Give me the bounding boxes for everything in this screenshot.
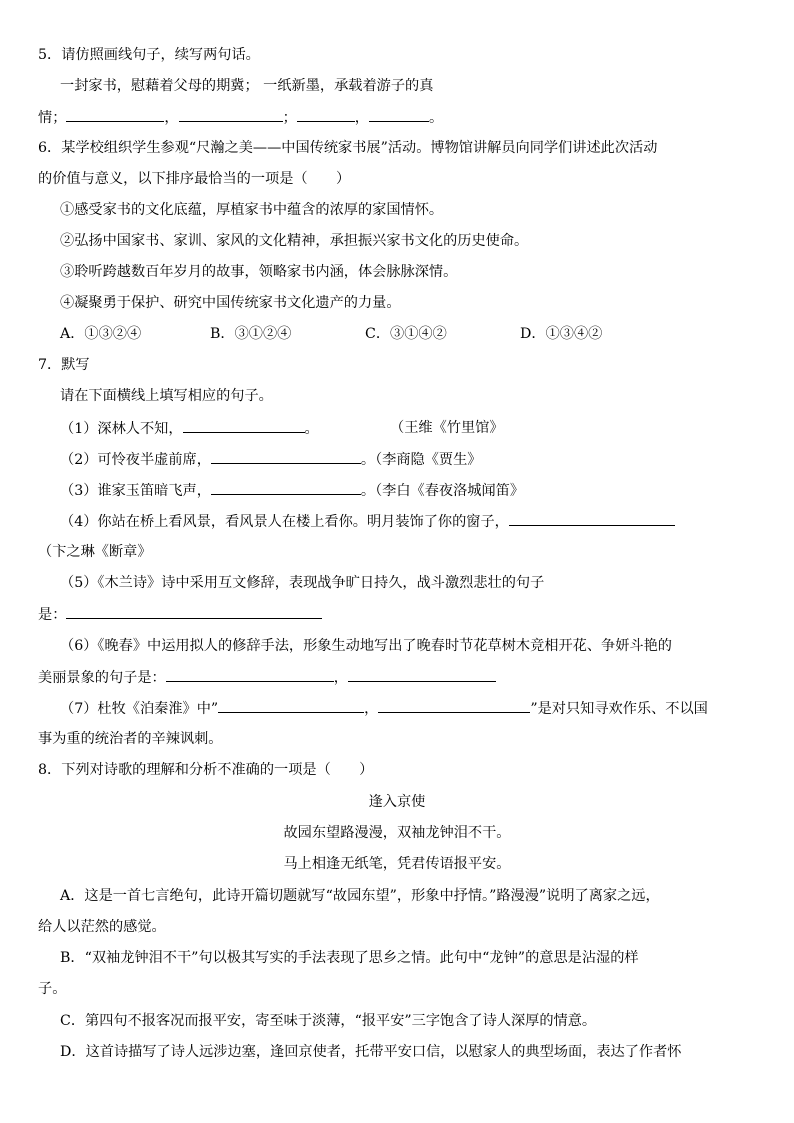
q5-blank-2[interactable] (179, 107, 283, 122)
q7-s2-suffix: 。（李商隐《贾生》 (360, 452, 482, 468)
q7-s5-blank[interactable] (66, 604, 322, 619)
q6-title-cont: 的价值与意义，以下排序最恰当的一项是（ ） (38, 171, 351, 187)
q7-sentence-6: （6）《晚春》中运用拟人的修辞手法，形象生动地写出了晚春时节花草树木竞相开花、争妍斗艳的 (60, 638, 672, 654)
q5-sep-2: ； (282, 110, 297, 126)
q7-s6-blank-2[interactable] (348, 667, 496, 682)
q7-s3-suffix: 。（李白《春夜洛城闻笛》 (360, 483, 525, 499)
q5-blank-3[interactable] (297, 107, 355, 122)
q7-s3-blank[interactable] (211, 480, 361, 495)
q8-option-a-cont: 给人以茫然的感觉。 (38, 919, 166, 935)
q6-item-4: ④凝聚勇于保护、研究中国传统家书文化遗产的力量。 (60, 295, 401, 311)
q7-s7-prefix: （7）杜牧《泊秦淮》中” (60, 701, 219, 717)
q5-example-line: 一封家书，慰藉着父母的期冀； 一纸新墨，承载着游子的真 (60, 78, 434, 94)
q7-s4-prefix: （4）你站在桥上看风景，看风景人在楼上看你。明月装饰了你的窗子， (60, 514, 509, 530)
q7-s5-prefix: 是： (38, 607, 67, 623)
q8-option-b-cont: 子。 (38, 981, 67, 997)
q7-s2-prefix: （2）可怜夜半虚前席， (60, 452, 211, 468)
q8-option-b[interactable]: B．“双袖龙钟泪不干”句以极其写实的手法表现了思乡之情。此句中“龙钟”的意思是沾湿的样 (60, 950, 639, 966)
q7-sentence-5-answer (38, 604, 322, 624)
q7-sentence-1 (60, 418, 319, 438)
q7-s2-blank[interactable] (211, 449, 361, 464)
q7-s1-prefix: （1）深林人不知， (60, 421, 183, 437)
q7-s4-source: （卞之琳《断章》 (38, 544, 152, 560)
poem-title: 逢入京使 (368, 794, 426, 810)
q7-sentence-6-answer (38, 667, 496, 687)
q5-end: 。 (429, 110, 444, 126)
q8-option-c[interactable]: C．第四句不报客况而报平安，寄至味于淡薄，“报平安”三字饱含了诗人深厚的情意。 (60, 1013, 597, 1029)
q6-option-a[interactable]: A．①③②④ (60, 326, 142, 342)
q7-instruction: 请在下面横线上填写相应的句子。 (60, 388, 273, 404)
q7-s6-sep: ， (333, 670, 348, 686)
q6-title: 6．某学校组织学生参观“尺瀚之美——中国传统家书展”活动。博物馆讲解员向同学们讲述此次活动 (38, 140, 658, 156)
q7-s6-prefix: 美丽景象的句子是： (38, 670, 166, 686)
q7-sentence-7-cont: 事为重的统治者的辛辣讽刺。 (38, 731, 223, 747)
q7-s7-blank-1[interactable] (218, 698, 364, 713)
q7-s7-blank-2[interactable] (378, 698, 530, 713)
q7-s1-source: （王维《竹里馆》 (390, 420, 504, 436)
q6-item-1: ①感受家书的文化底蕴，厚植家书中蕴含的浓厚的家国情怀。 (60, 202, 444, 218)
q5-title: 5．请仿照画线句子，续写两句话。 (38, 47, 260, 63)
q5-blank-1[interactable] (66, 107, 164, 122)
q7-s3-prefix: （3）谁家玉笛暗飞声， (60, 483, 211, 499)
q7-s4-blank[interactable] (509, 511, 675, 526)
q7-sentence-4 (60, 511, 675, 531)
q6-option-d[interactable]: D．①③④② (520, 326, 603, 342)
q6-option-b[interactable]: B．③①②④ (210, 326, 292, 342)
q7-s1-blank[interactable] (183, 418, 305, 433)
q8-option-a[interactable]: A．这是一首七言绝句，此诗开篇切题就写“故园东望”，形象中抒情。”路漫漫”说明了离家之远， (60, 888, 660, 904)
q5-sep-3: ， (354, 110, 369, 126)
q5-answer-line (38, 107, 443, 127)
q7-s7-suffix: ”是对只知寻欢作乐、不以国 (530, 701, 708, 717)
q8-option-d[interactable]: D．这首诗描写了诗人远涉边塞，逢回京使者，托带平安口信，以慰家人的典型场面，表达了作者怀 (60, 1044, 682, 1060)
poem-line-2: 马上相逢无纸笔，凭君传语报平安。 (283, 856, 511, 872)
q7-sentence-7 (60, 698, 708, 718)
q6-item-2: ②弘扬中国家书、家训、家风的文化精神，承担振兴家书文化的历史使命。 (60, 233, 529, 249)
q5-line2-start: 情； (38, 110, 67, 126)
q5-sep-1: ， (164, 110, 179, 126)
q7-sentence-3 (60, 480, 524, 500)
q7-sentence-2 (60, 449, 482, 469)
q6-option-c[interactable]: C．③①④② (365, 326, 447, 342)
q7-title: 7．默写 (38, 357, 90, 373)
q7-s7-sep: ， (364, 701, 379, 717)
q8-title: 8．下列对诗歌的理解和分析不准确的一项是（ ） (38, 762, 374, 778)
q5-blank-4[interactable] (369, 107, 429, 122)
poem-line-1: 故园东望路漫漫，双袖龙钟泪不干。 (283, 825, 511, 841)
q6-item-3: ③聆听跨越数百年岁月的故事，领略家书内涵，体会脉脉深情。 (60, 264, 458, 280)
q7-s6-blank-1[interactable] (166, 667, 334, 682)
q7-sentence-5: （5）《木兰诗》诗中采用互文修辞，表现战争旷日持久，战斗激烈悲壮的句子 (60, 575, 545, 591)
q7-s1-end: 。 (304, 421, 319, 437)
